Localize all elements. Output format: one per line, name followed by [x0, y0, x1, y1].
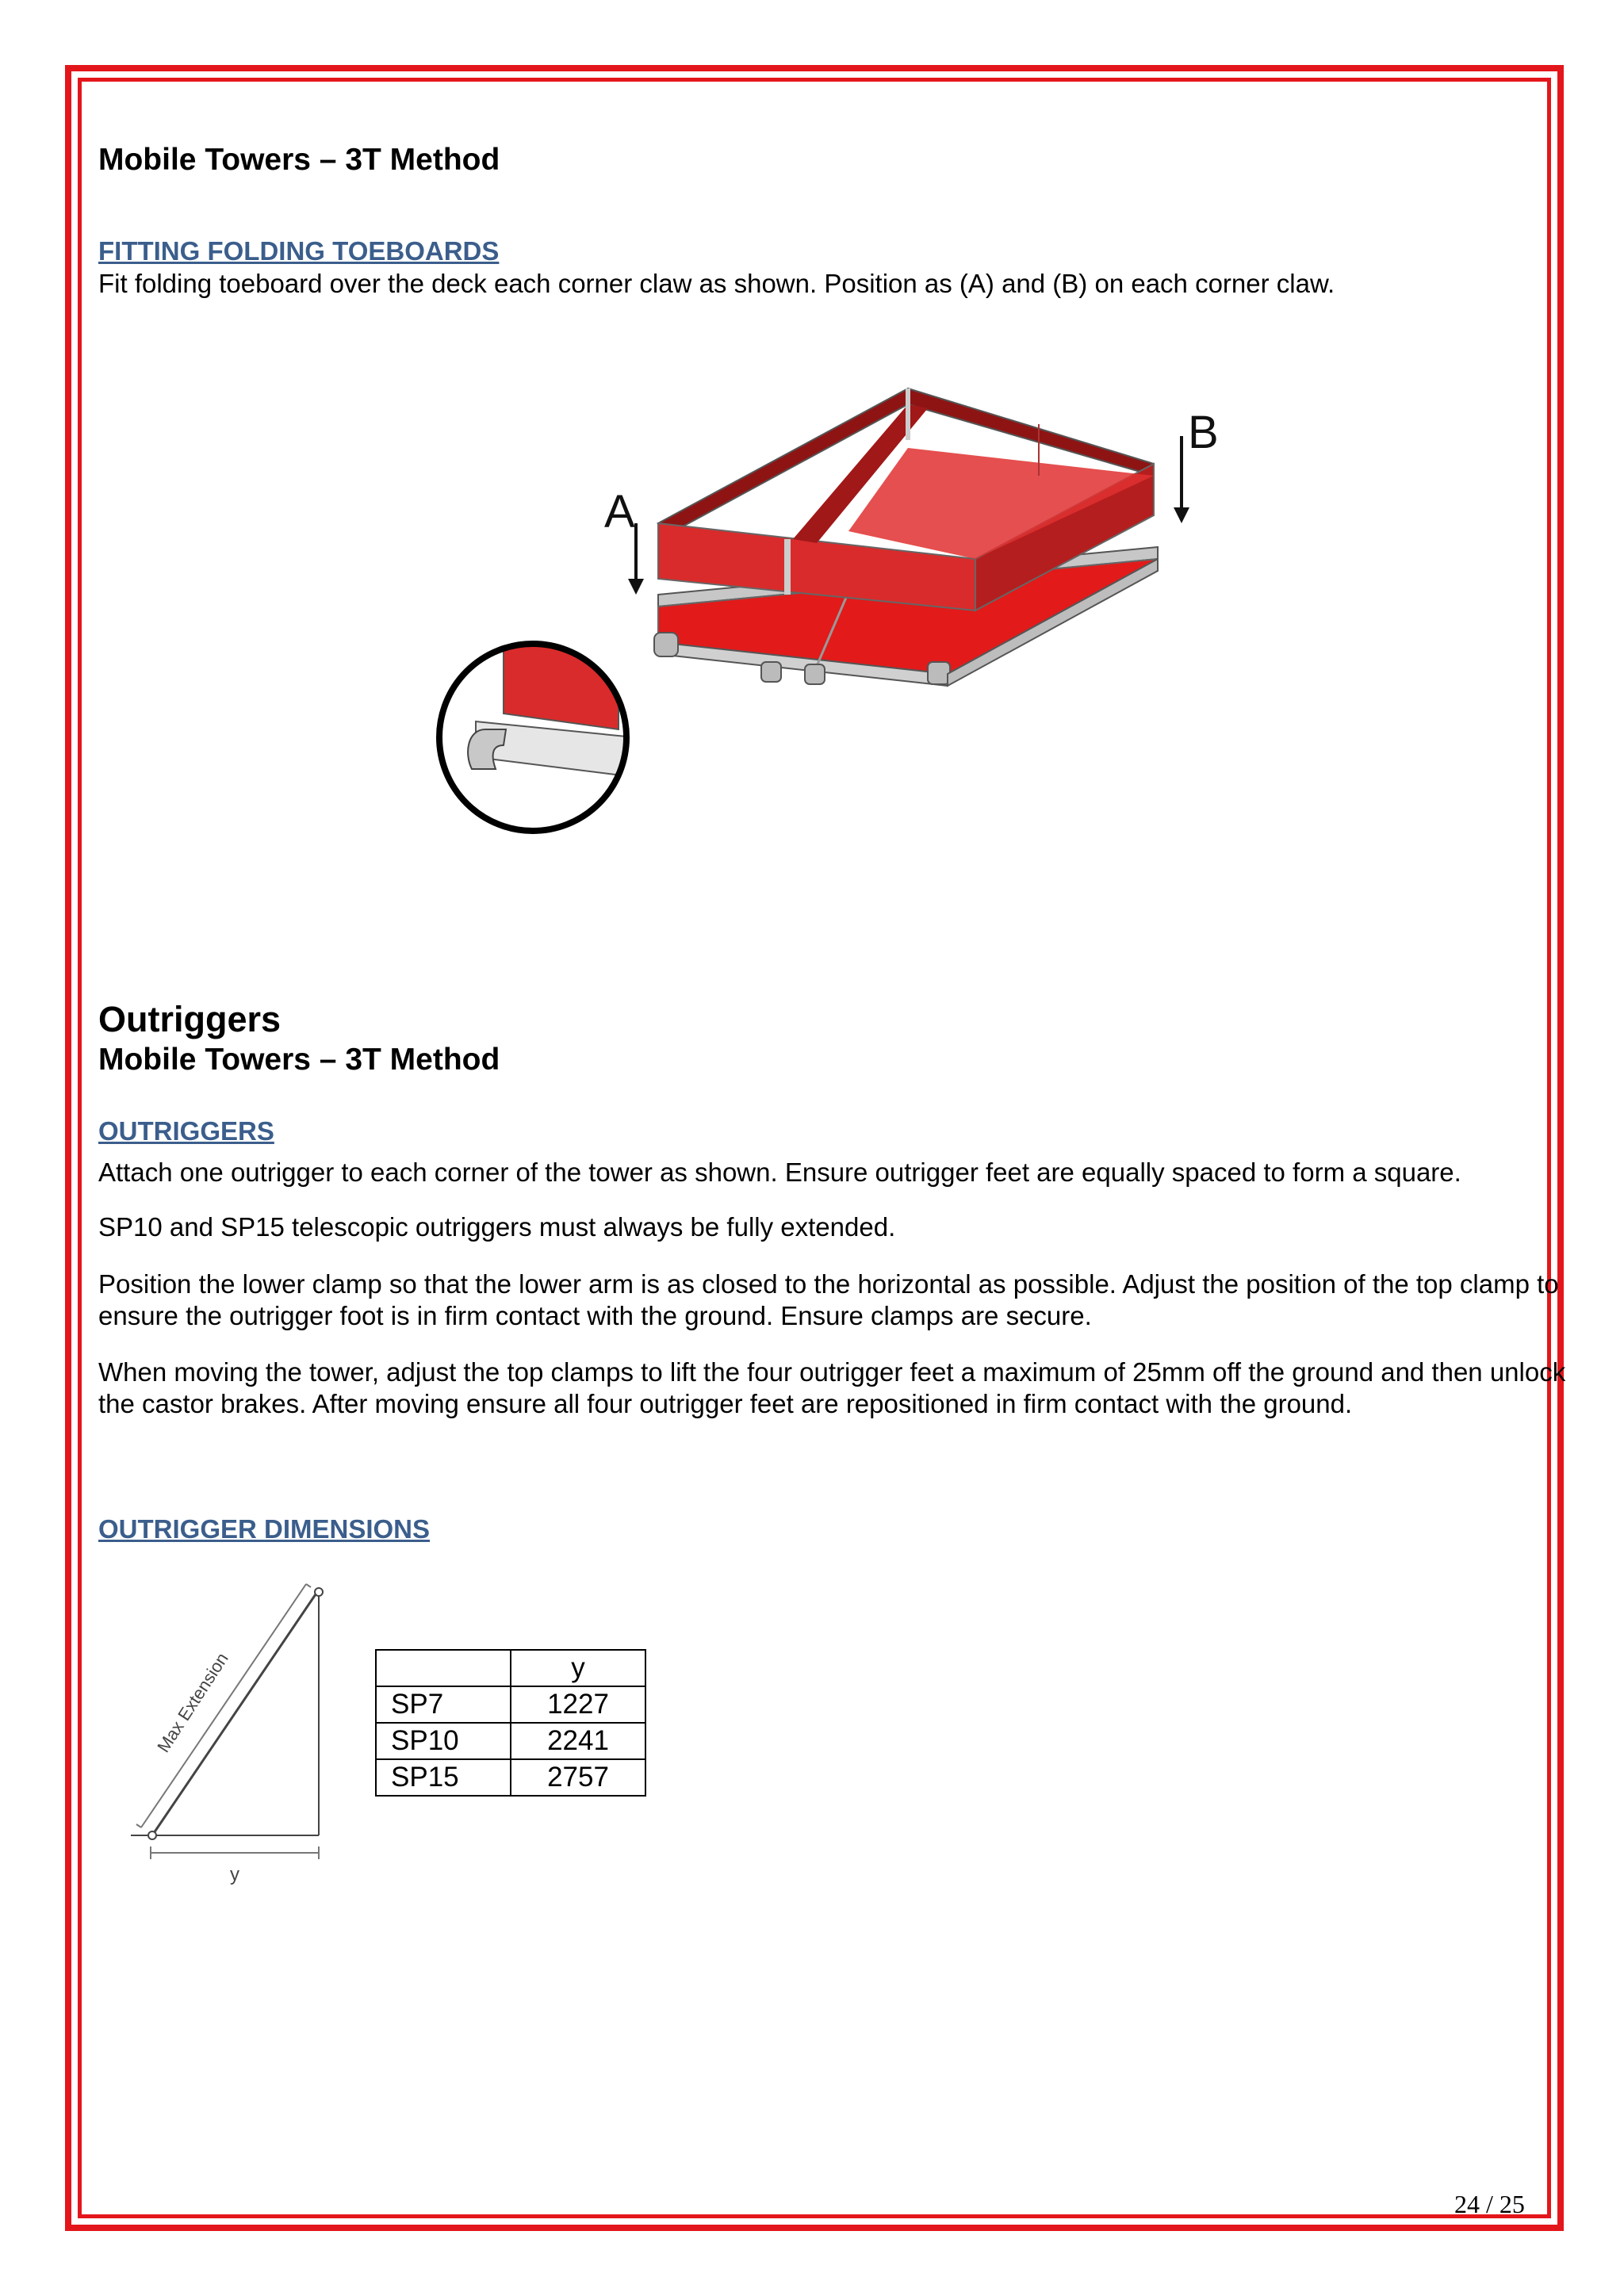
- table-cell: SP15: [376, 1759, 511, 1796]
- table-cell: SP7: [376, 1686, 511, 1723]
- table-cell: 2757: [511, 1759, 645, 1796]
- table-row: [376, 1686, 645, 1723]
- dimensions-table: [375, 1649, 646, 1797]
- section-title-outriggers: Outriggers: [98, 999, 282, 1039]
- table-header-cell: y: [511, 1650, 645, 1686]
- section-subtitle: Mobile Towers – 3T Method: [98, 143, 500, 177]
- label-y: y: [230, 1864, 239, 1885]
- table-row: [376, 1723, 645, 1759]
- paragraph-4: When moving the tower, adjust the top clamps to lift the four outrigger feet a maximum of 25mm off the ground and then unlock the castor brakes. After moving ensure all four outrigger feet are repositioned in firm contact with the ground.: [98, 1357, 1566, 1418]
- paragraph-1: Attach one outrigger to each corner of the tower as shown. Ensure outrigger feet are equally spaced to form a square.: [98, 1158, 1461, 1187]
- paragraph-2: SP10 and SP15 telescopic outriggers must always be fully extended.: [98, 1212, 896, 1242]
- toeboard-illustration: [420, 381, 1245, 840]
- instruction-text: Fit folding toeboard over the deck each corner claw as shown. Position as (A) and (B) on each corner claw.: [98, 269, 1335, 298]
- table-cell: SP10: [376, 1723, 511, 1759]
- section-heading-toeboards: FITTING FOLDING TOEBOARDS: [98, 236, 500, 266]
- section-heading-outriggers: OUTRIGGERS: [98, 1116, 274, 1146]
- label-a: A: [604, 486, 635, 538]
- label-max-extension: Max Extension: [153, 1649, 232, 1756]
- label-b: B: [1188, 407, 1219, 458]
- page-number: 24 / 25: [1454, 2190, 1525, 2218]
- section-heading-dimensions: OUTRIGGER DIMENSIONS: [98, 1514, 431, 1544]
- table-cell: 2241: [511, 1723, 645, 1759]
- paragraph-3: Position the lower clamp so that the lower arm is as closed to the horizontal as possible. Adjust the position of the top clamp to ensure the outrigger foot is in firm contact with the ground. Ensure clamps are secure.: [98, 1269, 1559, 1330]
- arrow-b-icon: [1174, 436, 1189, 523]
- table-cell: 1227: [511, 1686, 645, 1723]
- table-header-cell: [376, 1650, 511, 1686]
- table-header-row: [376, 1650, 645, 1686]
- table-row: [376, 1759, 645, 1796]
- outrigger-diagram: [119, 1570, 333, 1887]
- section-subtitle-2: Mobile Towers – 3T Method: [98, 1043, 500, 1077]
- detail-zoom-circle: [436, 642, 634, 832]
